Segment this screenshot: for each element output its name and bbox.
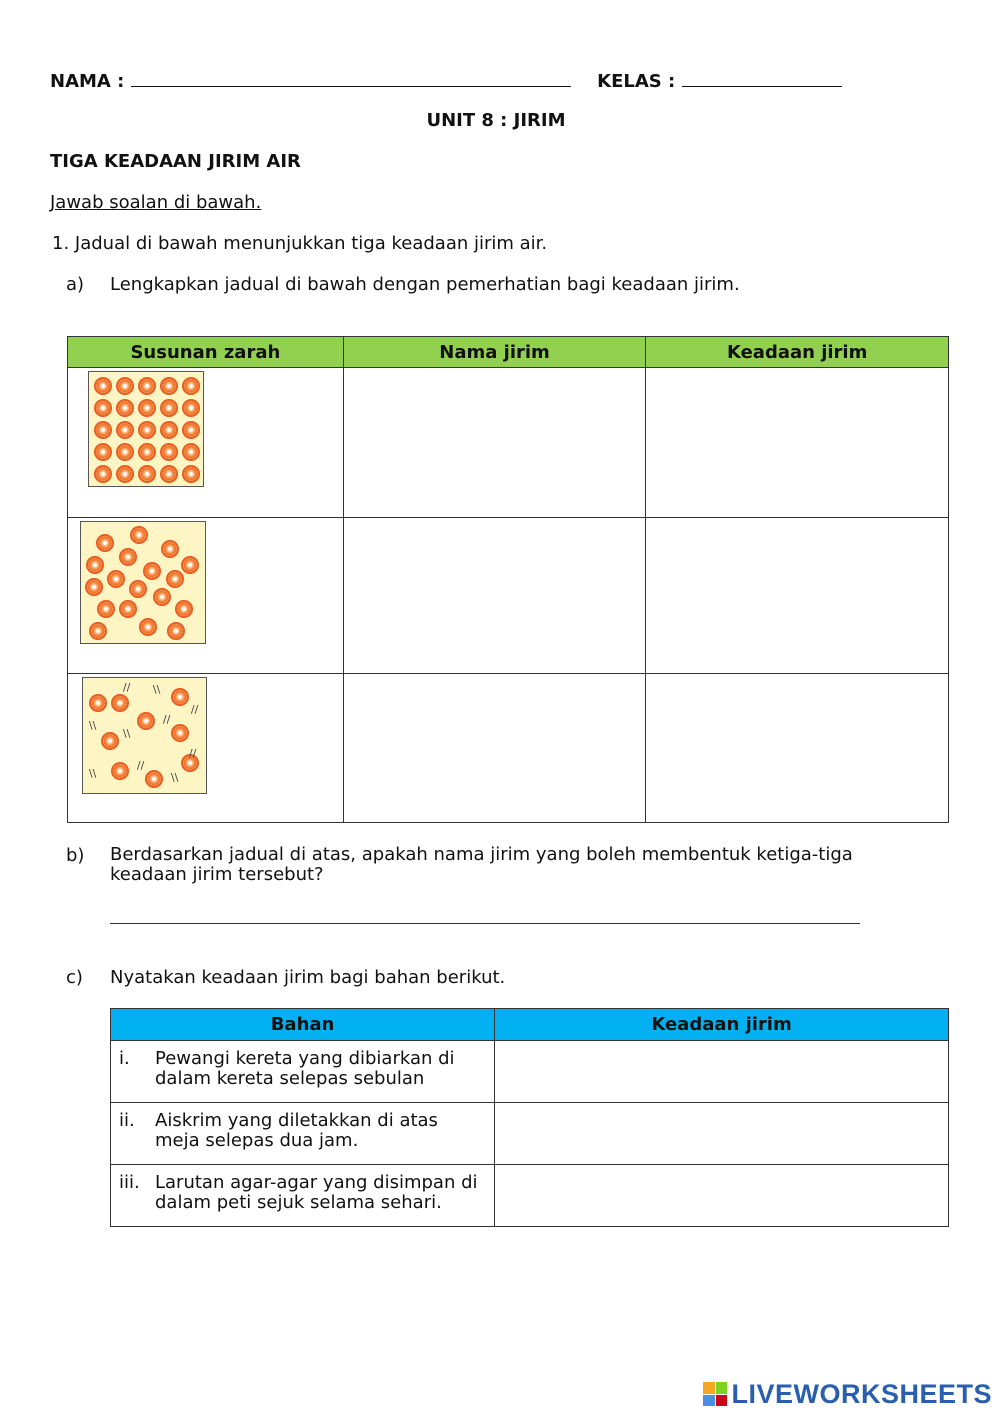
particle (129, 580, 147, 598)
particle (160, 443, 178, 461)
particle (116, 377, 134, 395)
bahan-text (155, 1111, 486, 1151)
table-row (111, 1165, 949, 1227)
motion-mark: \\ (152, 683, 161, 696)
part-c-label: c) (66, 967, 83, 988)
particle (167, 622, 185, 640)
particle (111, 694, 129, 712)
particle (160, 399, 178, 417)
kelas-blank[interactable] (682, 70, 842, 87)
header-nama-jirim: Nama jirim (343, 337, 646, 368)
particle (161, 540, 179, 558)
particle (107, 570, 125, 588)
part-b-line-2: keadaan jirim tersebut? (110, 864, 324, 885)
header-keadaan-jirim-c: Keadaan jirim (495, 1009, 949, 1041)
unit-title: UNIT 8 : JIRIM (426, 110, 566, 131)
motion-mark: // (190, 703, 199, 716)
particle (181, 556, 199, 574)
part-a-text: Lengkapkan jadual di bawah dengan pemerhatian bagi keadaan jirim. (110, 274, 740, 295)
particle (160, 377, 178, 395)
liveworksheets-logo (703, 1379, 992, 1409)
table-row (68, 518, 949, 674)
gas-particles-diagram (82, 677, 207, 794)
header-susunan-zarah: Susunan zarah (68, 337, 344, 368)
arrangement-cell (68, 518, 344, 674)
particle (101, 732, 119, 750)
motion-mark: // (122, 681, 131, 694)
name-class-line (50, 70, 842, 93)
keadaan-jirim-answer-c[interactable] (495, 1103, 949, 1165)
particle (137, 712, 155, 730)
particle (94, 465, 112, 483)
bahan-cell (111, 1165, 495, 1227)
liveworksheets-logo-icon (703, 1382, 727, 1406)
liquid-particles-diagram (80, 521, 206, 644)
keadaan-jirim-answer[interactable] (646, 674, 949, 823)
particle (119, 548, 137, 566)
particle (171, 724, 189, 742)
bahan-cell (111, 1041, 495, 1103)
particle (94, 443, 112, 461)
bahan-number: ii. (119, 1110, 135, 1131)
bahan-cell (111, 1103, 495, 1165)
particle (89, 622, 107, 640)
keadaan-jirim-answer-c[interactable] (495, 1165, 949, 1227)
particle (182, 399, 200, 417)
part-b-answer-line[interactable] (110, 905, 860, 924)
table-row (68, 368, 949, 518)
particle (138, 465, 156, 483)
table-row (111, 1041, 949, 1103)
motion-mark: // (136, 759, 145, 772)
keadaan-jirim-answer[interactable] (646, 518, 949, 674)
bahan-line-2: meja selepas dua jam. (155, 1130, 359, 1151)
motion-mark: \\ (88, 767, 97, 780)
particle (145, 770, 163, 788)
nama-jirim-answer[interactable] (343, 518, 646, 674)
nama-blank[interactable] (131, 70, 571, 87)
section-title: TIGA KEADAAN JIRIM AIR (50, 151, 301, 172)
particle (97, 600, 115, 618)
nama-jirim-answer[interactable] (343, 368, 646, 518)
particle (116, 399, 134, 417)
particle (138, 421, 156, 439)
motion-mark: // (162, 713, 171, 726)
kelas-label: KELAS : (597, 71, 676, 92)
particle (160, 421, 178, 439)
table-states-of-matter (67, 336, 949, 823)
arrangement-cell (68, 674, 344, 823)
particle (94, 377, 112, 395)
particle (111, 762, 129, 780)
table-row (111, 1103, 949, 1165)
particle (138, 443, 156, 461)
particle (94, 399, 112, 417)
bahan-line-2: dalam peti sejuk selama sehari. (155, 1192, 442, 1213)
arrangement-cell (68, 368, 344, 518)
motion-mark: // (188, 747, 197, 760)
particle (175, 600, 193, 618)
particle (89, 694, 107, 712)
particle (171, 688, 189, 706)
motion-mark: \\ (122, 727, 131, 740)
motion-mark: \\ (170, 771, 179, 784)
particle (182, 421, 200, 439)
header-keadaan-jirim: Keadaan jirim (646, 337, 949, 368)
particle (116, 443, 134, 461)
particle (138, 399, 156, 417)
nama-jirim-answer[interactable] (343, 674, 646, 823)
keadaan-jirim-answer-c[interactable] (495, 1041, 949, 1103)
instruction: Jawab soalan di bawah. (50, 192, 262, 213)
particle (182, 377, 200, 395)
keadaan-jirim-answer[interactable] (646, 368, 949, 518)
solid-particles-diagram (88, 371, 204, 487)
bahan-number: i. (119, 1048, 130, 1069)
particle (166, 570, 184, 588)
particle (182, 443, 200, 461)
header-bahan: Bahan (111, 1009, 495, 1041)
table-materials (110, 1008, 949, 1227)
bahan-line-1: Pewangi kereta yang dibiarkan di (155, 1048, 455, 1069)
bahan-line-1: Larutan agar-agar yang disimpan di (155, 1172, 478, 1193)
particle (96, 534, 114, 552)
particle (85, 578, 103, 596)
part-b-label: b) (66, 845, 85, 866)
particle (153, 588, 171, 606)
part-a-label: a) (66, 274, 85, 295)
bahan-number: iii. (119, 1172, 140, 1193)
bahan-text (155, 1173, 486, 1213)
particle (138, 377, 156, 395)
bahan-line-1: Aiskrim yang diletakkan di atas (155, 1110, 438, 1131)
nama-label: NAMA : (50, 71, 125, 92)
particle (86, 556, 104, 574)
particle (116, 465, 134, 483)
particle (139, 618, 157, 636)
particle (130, 526, 148, 544)
liveworksheets-brand: LIVEWORKSHEETS (731, 1378, 992, 1409)
particle (119, 600, 137, 618)
bahan-line-2: dalam kereta selepas sebulan (155, 1068, 425, 1089)
part-b-text (110, 845, 853, 885)
table-row (68, 674, 949, 823)
particle (182, 465, 200, 483)
part-c-text: Nyatakan keadaan jirim bagi bahan berikut. (110, 967, 506, 988)
particle (160, 465, 178, 483)
motion-mark: \\ (88, 719, 97, 732)
part-b-line-1: Berdasarkan jadual di atas, apakah nama jirim yang boleh membentuk ketiga-tiga (110, 844, 853, 865)
question-1-stem: 1. Jadual di bawah menunjukkan tiga keadaan jirim air. (52, 233, 548, 254)
particle (116, 421, 134, 439)
bahan-text (155, 1049, 486, 1089)
particle (94, 421, 112, 439)
particle (143, 562, 161, 580)
